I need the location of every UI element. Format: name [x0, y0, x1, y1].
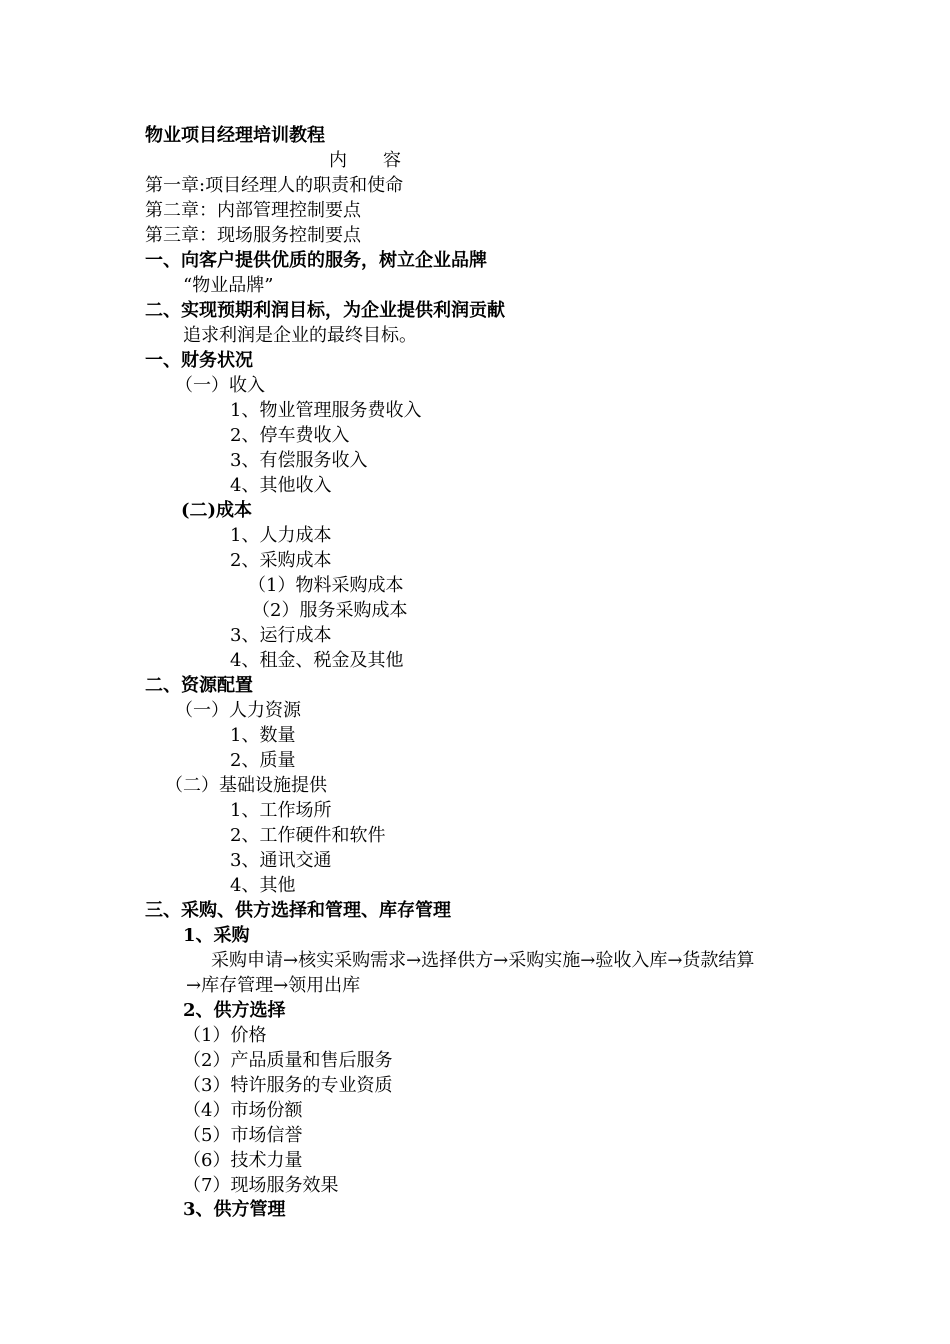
- list-item: 1、数量: [230, 725, 296, 746]
- list-item: （7）现场服务效果: [183, 1175, 339, 1196]
- subsection-heading: （一）收入: [175, 375, 265, 396]
- subsection-heading: 1、采购: [183, 925, 250, 946]
- list-item: （3）特许服务的专业资质: [183, 1075, 393, 1096]
- list-item: 3、有偿服务收入: [230, 450, 368, 471]
- list-item: 2、采购成本: [230, 550, 332, 571]
- toc-item: 第二章：内部管理控制要点: [145, 200, 361, 221]
- section-heading: 一、向客户提供优质的服务，树立企业品牌: [145, 250, 487, 271]
- section-heading: 二、资源配置: [145, 675, 253, 696]
- list-item: 2、停车费收入: [230, 425, 350, 446]
- subsection-heading: (二)成本: [181, 500, 253, 521]
- list-item: 4、其他: [230, 875, 296, 896]
- process-flow: →库存管理→领用出库: [186, 975, 361, 996]
- section-heading: 二、实现预期利润目标，为企业提供利润贡献: [145, 300, 505, 321]
- list-item: 4、其他收入: [230, 475, 332, 496]
- list-item: 4、租金、税金及其他: [230, 650, 404, 671]
- list-item: （5）市场信誉: [183, 1125, 303, 1146]
- list-subitem: （2）服务采购成本: [252, 600, 408, 621]
- list-item: （2）产品质量和售后服务: [183, 1050, 393, 1071]
- paragraph: “物业品牌”: [183, 275, 274, 296]
- toc-item: 第三章：现场服务控制要点: [145, 225, 361, 246]
- paragraph: 追求利润是企业的最终目标。: [183, 325, 417, 346]
- subsection-heading: 2、供方选择: [183, 1000, 286, 1021]
- list-subitem: （1）物料采购成本: [248, 575, 404, 596]
- subsection-heading: （一）人力资源: [175, 700, 301, 721]
- process-flow: 采购申请→核实采购需求→选择供方→采购实施→验收入库→货款结算: [211, 950, 755, 971]
- section-heading: 三、采购、供方选择和管理、库存管理: [145, 900, 451, 921]
- list-item: 1、物业管理服务费收入: [230, 400, 422, 421]
- toc-item: 第一章:项目经理人的职责和使命: [145, 175, 404, 196]
- subsection-heading: （二）基础设施提供: [165, 775, 327, 796]
- list-item: 1、工作场所: [230, 800, 332, 821]
- list-item: 2、质量: [230, 750, 296, 771]
- list-item: （6）技术力量: [183, 1150, 303, 1171]
- section-heading: 一、财务状况: [145, 350, 253, 371]
- document-title: 物业项目经理培训教程: [145, 125, 325, 146]
- list-item: （1）价格: [183, 1025, 267, 1046]
- list-item: 2、工作硬件和软件: [230, 825, 386, 846]
- list-item: 3、通讯交通: [230, 850, 332, 871]
- subsection-heading: 3、供方管理: [183, 1199, 286, 1220]
- list-item: 3、运行成本: [230, 625, 332, 646]
- toc-heading: 内 容: [329, 150, 401, 171]
- list-item: （4）市场份额: [183, 1100, 303, 1121]
- list-item: 1、人力成本: [230, 525, 332, 546]
